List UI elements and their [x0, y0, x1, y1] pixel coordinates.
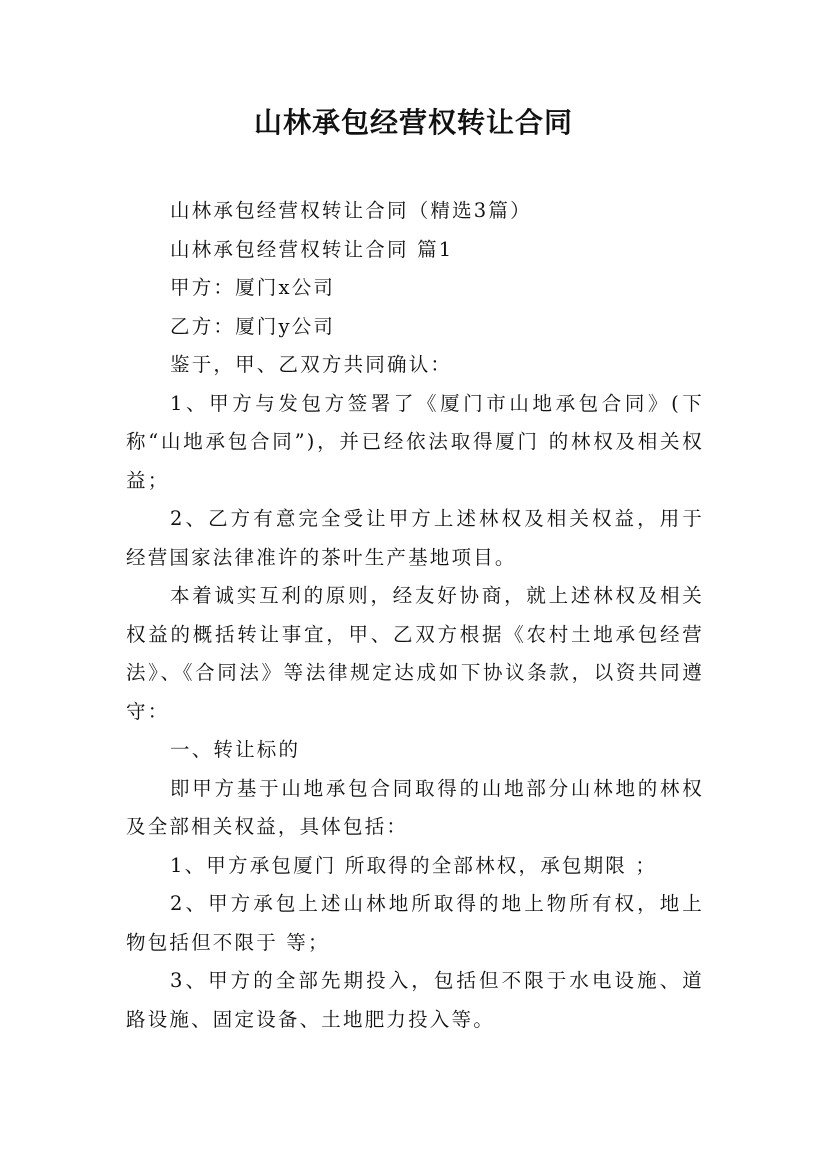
paragraph-recital-2: 2、乙方有意完全受让甲方上述林权及相关权益，用于经营国家法律准许的茶叶生产基地项目。 [126, 507, 704, 569]
paragraph-subtitle: 山林承包经营权转让合同（精选3篇） [170, 199, 532, 222]
paragraph-party-b: 乙方：厦门y公司 [170, 314, 336, 338]
paragraph-party-a: 甲方：厦门x公司 [170, 276, 336, 299]
paragraph-clause-item-1: 1、甲方承包厦门 所取得的全部林权，承包期限 ； [170, 853, 658, 877]
paragraph-clause-item-2: 2、甲方承包上述山林地所取得的地上物所有权，地上物包括但不限于 等； [126, 892, 704, 954]
paragraph-whereas: 鉴于，甲、乙双方共同确认： [170, 353, 453, 376]
document-body [126, 192, 704, 1039]
document-title: 山林承包经营权转让合同 [253, 106, 573, 139]
paragraph-clause-heading: 一、转让标的 [170, 738, 301, 761]
paragraph-section-heading: 山林承包经营权转让合同 篇1 [170, 237, 454, 261]
paragraph-clause-scope: 即甲方基于山地承包合同取得的山地部分山林地的林权及全部相关权益，具体包括： [126, 776, 704, 838]
paragraph-agreement-intro: 本着诚实互利的原则，经友好协商，就上述林权及相关权益的概括转让事宜，甲、乙双方根据《农村土地承包经营法》、《合同法》等法律规定达成如下协议条款，以资共同遵守： [126, 584, 704, 723]
paragraph-clause-item-3: 3、甲方的全部先期投入，包括但不限于水电设施、道路设施、固定设备、土地肥力投入等。 [126, 969, 704, 1031]
paragraph-recital-1: 1、甲方与发包方签署了《厦门市山地承包合同》(下称“山地承包合同”)，并已经依法取得厦门 的林权及相关权益； [126, 391, 704, 492]
